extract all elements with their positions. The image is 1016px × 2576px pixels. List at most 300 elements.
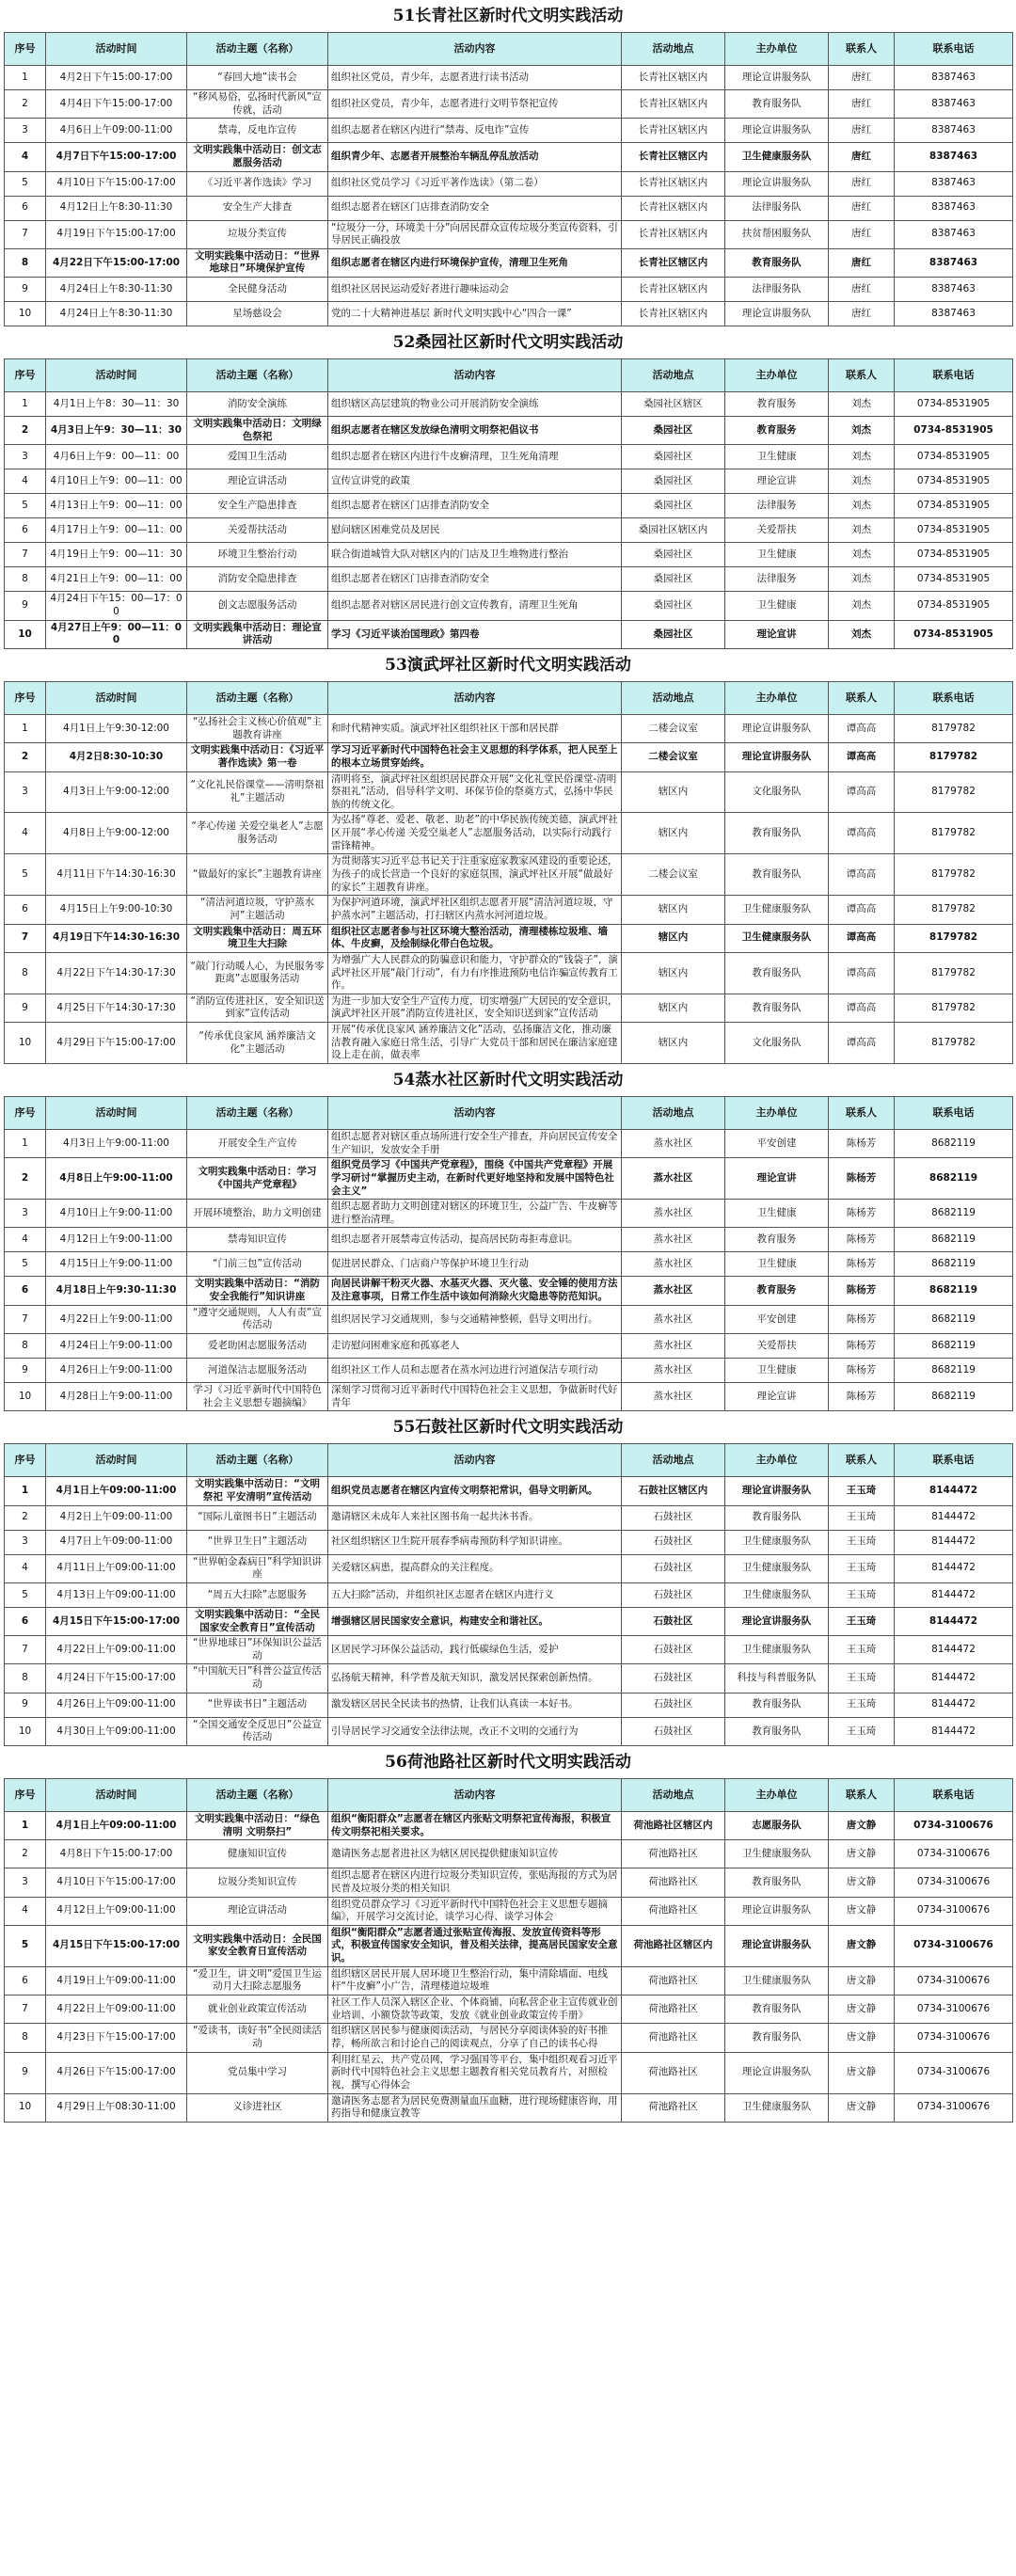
column-header: 活动内容 xyxy=(328,1444,622,1477)
cell-time: 4月4日下午15:00-17:00 xyxy=(46,90,187,119)
cell-time: 4月29日下午15:00-17:00 xyxy=(46,1023,187,1064)
cell-contact: 唐红 xyxy=(829,90,895,119)
cell-content: 组织社区党员，青少年，志愿者进行文明节祭祀宣传 xyxy=(328,90,622,119)
column-header: 活动内容 xyxy=(328,1096,622,1129)
cell-place: 荷池路社区 xyxy=(622,1840,725,1868)
cell-place: 辖区内 xyxy=(622,994,725,1022)
cell-place: 桑园社区 xyxy=(622,417,725,445)
cell-contact: 刘杰 xyxy=(829,518,895,543)
table-row xyxy=(5,2093,1013,2122)
cell-phone: 8682119 xyxy=(895,1129,1013,1157)
cell-time: 4月17日上午9：00—11：00 xyxy=(46,518,187,543)
cell-no: 5 xyxy=(5,1582,46,1607)
cell-place: 长青社区辖区内 xyxy=(622,302,725,326)
cell-org: 理论宣讲服务队 xyxy=(725,714,829,742)
cell-place: 石鼓社区 xyxy=(622,1582,725,1607)
cell-contact: 陈杨芳 xyxy=(829,1359,895,1383)
cell-phone: 8144472 xyxy=(895,1477,1013,1505)
cell-no: 1 xyxy=(5,66,46,90)
cell-contact: 陈杨芳 xyxy=(829,1305,895,1333)
table-row xyxy=(5,518,1013,543)
cell-time: 4月26日上午9:00-11:00 xyxy=(46,1359,187,1383)
column-header: 活动主题（名称） xyxy=(187,1444,328,1477)
column-header: 主办单位 xyxy=(725,359,829,392)
table-row xyxy=(5,1334,1013,1359)
cell-no: 3 xyxy=(5,1868,46,1897)
column-header: 活动主题（名称） xyxy=(187,681,328,714)
cell-time: 4月24日上午8:30-11:30 xyxy=(46,278,187,302)
cell-content: 清明将至，演武坪社区组织居民群众开展“文化礼堂民俗课堂-清明祭祖礼”活动，倡导科学文明、环保节俭的祭奠方式，弘扬中华民族的传统文化。 xyxy=(328,771,622,813)
table-row xyxy=(5,171,1013,196)
cell-no: 9 xyxy=(5,592,46,620)
cell-phone: 0734-8531905 xyxy=(895,494,1013,518)
cell-theme: 《习近平著作选读》学习 xyxy=(187,171,328,196)
column-header: 活动时间 xyxy=(46,1779,187,1812)
cell-contact: 唐文静 xyxy=(829,1840,895,1868)
cell-content: 邀请医务志愿者为居民免费测量血压血糖，进行现场健康咨询，用药指导和健康宣教等 xyxy=(328,2093,622,2122)
column-header: 序号 xyxy=(5,33,46,66)
cell-place: 石鼓社区 xyxy=(622,1505,725,1530)
table-row xyxy=(5,2052,1013,2093)
cell-no: 9 xyxy=(5,278,46,302)
cell-phone: 8179782 xyxy=(895,714,1013,742)
table-row xyxy=(5,90,1013,119)
cell-theme: 文明实践集中活动日：学习《中国共产党章程》 xyxy=(187,1158,328,1200)
cell-org: 卫生健康服务队 xyxy=(725,1530,829,1554)
cell-time: 4月30日上午09:00-11:00 xyxy=(46,1717,187,1745)
cell-time: 4月10日上午9：00—11：00 xyxy=(46,469,187,494)
cell-place: 蒸水社区 xyxy=(622,1334,725,1359)
cell-no: 4 xyxy=(5,1897,46,1925)
table-row xyxy=(5,1925,1013,1966)
column-header: 主办单位 xyxy=(725,1096,829,1129)
cell-place: 长青社区辖区内 xyxy=(622,90,725,119)
cell-contact: 陈杨芳 xyxy=(829,1158,895,1200)
cell-content: 组织志愿者在辖区门店排查消防安全 xyxy=(328,567,622,592)
cell-org: 志愿服务队 xyxy=(725,1812,829,1840)
cell-phone: 0734-8531905 xyxy=(895,620,1013,648)
cell-content: 引导居民学习交通安全法律法规，改正不文明的交通行为 xyxy=(328,1717,622,1745)
cell-content: 组织居民学习交通规则，参与交通精神整顿，倡导文明出行。 xyxy=(328,1305,622,1333)
table-row xyxy=(5,196,1013,220)
cell-org: 关爱帮扶 xyxy=(725,518,829,543)
table-header-row xyxy=(5,681,1013,714)
cell-phone: 8682119 xyxy=(895,1252,1013,1277)
cell-no: 6 xyxy=(5,1966,46,1995)
cell-contact: 王玉琦 xyxy=(829,1693,895,1717)
cell-content: 组织社区居民运动爱好者进行趣味运动会 xyxy=(328,278,622,302)
column-header: 主办单位 xyxy=(725,1779,829,1812)
cell-theme: 禁毒，反电诈宣传 xyxy=(187,119,328,143)
cell-contact: 陈杨芳 xyxy=(829,1129,895,1157)
table-row xyxy=(5,392,1013,417)
cell-no: 6 xyxy=(5,1277,46,1305)
cell-content: 为弘扬“尊老、爱老、敬老、助老”的中华民族传统美德，演武坪社区开展“孝心传递 关爱空巢老人”志愿服务活动，以实际行动践行雷锋精神。 xyxy=(328,813,622,854)
table-row xyxy=(5,1636,1013,1664)
cell-contact: 王玉琦 xyxy=(829,1664,895,1693)
cell-content: 组织志愿者对辖区重点场所进行安全生产排查，并向居民宣传安全生产知识，发放安全手册 xyxy=(328,1129,622,1157)
activity-table xyxy=(4,1778,1013,2123)
cell-time: 4月6日上午9：00—11：00 xyxy=(46,445,187,469)
table-row xyxy=(5,1252,1013,1277)
cell-time: 4月3日上午9:00-12:00 xyxy=(46,771,187,813)
cell-no: 10 xyxy=(5,2093,46,2122)
section-title: 53演武坪社区新时代文明实践活动 xyxy=(385,655,631,675)
cell-no: 1 xyxy=(5,1477,46,1505)
column-header: 联系人 xyxy=(829,1779,895,1812)
cell-time: 4月8日上午9:00-12:00 xyxy=(46,813,187,854)
cell-phone: 8179782 xyxy=(895,1023,1013,1064)
cell-contact: 谭高高 xyxy=(829,952,895,994)
cell-org: 法律服务 xyxy=(725,494,829,518)
cell-time: 4月23日下午15:00-17:00 xyxy=(46,2024,187,2052)
cell-place: 荷池路社区 xyxy=(622,2093,725,2122)
cell-contact: 唐红 xyxy=(829,248,895,277)
cell-theme: 垃圾分类宣传 xyxy=(187,220,328,248)
cell-place: 石鼓社区 xyxy=(622,1717,725,1745)
column-header: 活动内容 xyxy=(328,681,622,714)
cell-phone: 0734-8531905 xyxy=(895,392,1013,417)
cell-org: 关爱帮扶 xyxy=(725,1334,829,1359)
table-row xyxy=(5,1897,1013,1925)
cell-content: 向居民讲解干粉灭火器、水基灭火器、灭火毯、安全锤的使用方法及注意事项，日常工作生活中该如何消除火灾隐患等防范知识。 xyxy=(328,1277,622,1305)
cell-theme: “文化礼民俗课堂——清明祭祖礼”主题活动 xyxy=(187,771,328,813)
cell-theme: “中国航天日”科普公益宣传活动 xyxy=(187,1664,328,1693)
table-row xyxy=(5,1717,1013,1745)
table-row xyxy=(5,1966,1013,1995)
column-header: 活动内容 xyxy=(328,359,622,392)
table-row xyxy=(5,1477,1013,1505)
cell-contact: 王玉琦 xyxy=(829,1477,895,1505)
cell-phone: 8682119 xyxy=(895,1334,1013,1359)
cell-content: 慰问辖区困难党员及居民 xyxy=(328,518,622,543)
table-row xyxy=(5,743,1013,771)
cell-phone: 8144472 xyxy=(895,1664,1013,1693)
column-header: 活动地点 xyxy=(622,1096,725,1129)
cell-place: 辖区内 xyxy=(622,1023,725,1064)
cell-no: 8 xyxy=(5,567,46,592)
cell-org: 教育服务队 xyxy=(725,854,829,896)
cell-place: 石鼓社区 xyxy=(622,1664,725,1693)
cell-theme: 星场慈设会 xyxy=(187,302,328,326)
cell-contact: 陈杨芳 xyxy=(829,1228,895,1252)
cell-phone: 8682119 xyxy=(895,1305,1013,1333)
column-header: 活动地点 xyxy=(622,1444,725,1477)
cell-place: 荷池路社区辖区内 xyxy=(622,1925,725,1966)
cell-contact: 谭高高 xyxy=(829,813,895,854)
column-header: 活动地点 xyxy=(622,33,725,66)
cell-no: 2 xyxy=(5,90,46,119)
cell-org: 教育服务队 xyxy=(725,994,829,1022)
cell-content: 组织社区党员学习《习近平著作选读》（第二卷） xyxy=(328,171,622,196)
cell-time: 4月2日上午09:00-11:00 xyxy=(46,1505,187,1530)
cell-phone: 0734-3100676 xyxy=(895,2024,1013,2052)
table-row xyxy=(5,1530,1013,1554)
cell-phone: 8144472 xyxy=(895,1693,1013,1717)
cell-theme: 学习《习近平新时代中国特色社会主义思想专题摘编》 xyxy=(187,1383,328,1411)
cell-content: 社区组织辖区卫生院开展春季病毒预防科学知识讲座。 xyxy=(328,1530,622,1554)
cell-content: 弘扬航天精神，科学普及航天知识，激发居民探索创新热情。 xyxy=(328,1664,622,1693)
table-row xyxy=(5,771,1013,813)
table-header-row xyxy=(5,33,1013,66)
cell-phone: 8682119 xyxy=(895,1359,1013,1383)
cell-phone: 0734-3100676 xyxy=(895,1840,1013,1868)
cell-theme: 文明实践集中活动日：“文明祭祀 平安清明”宣传活动 xyxy=(187,1477,328,1505)
cell-time: 4月10日下午15:00-17:00 xyxy=(46,171,187,196)
cell-theme: 全民健身活动 xyxy=(187,278,328,302)
cell-contact: 王玉琦 xyxy=(829,1582,895,1607)
cell-theme: 文明实践集中活动日：“全民国家安全教育日”宣传活动 xyxy=(187,1607,328,1635)
cell-content: 组织志愿者在辖区门店排查消防安全 xyxy=(328,494,622,518)
cell-theme: “周五大扫除”志愿服务 xyxy=(187,1582,328,1607)
cell-org: 教育服务 xyxy=(725,392,829,417)
activity-table xyxy=(4,32,1013,326)
cell-contact: 王玉琦 xyxy=(829,1554,895,1582)
cell-phone: 8179782 xyxy=(895,896,1013,924)
cell-phone: 0734-8531905 xyxy=(895,592,1013,620)
table-row xyxy=(5,494,1013,518)
cell-content: 为贯彻落实习近平总书记关于注重家庭家教家风建设的重要论述，为孩子的成长营造一个良好的家庭氛围，演武坪社区开展“做最好的家长”主题教育讲座。 xyxy=(328,854,622,896)
cell-content: 学习《习近平谈治国理政》第四卷 xyxy=(328,620,622,648)
table-row xyxy=(5,1996,1013,2024)
cell-org: 卫生健康服务队 xyxy=(725,924,829,952)
cell-no: 10 xyxy=(5,1383,46,1411)
cell-no: 9 xyxy=(5,1693,46,1717)
cell-time: 4月3日上午9:00-11:00 xyxy=(46,1129,187,1157)
cell-time: 4月7日上午09:00-11:00 xyxy=(46,1530,187,1554)
cell-place: 长青社区辖区内 xyxy=(622,171,725,196)
column-header: 活动主题（名称） xyxy=(187,33,328,66)
column-header: 序号 xyxy=(5,1444,46,1477)
cell-org: 教育服务队 xyxy=(725,1717,829,1745)
cell-content: 组织社区志愿者参与社区环境大整治活动，清理楼栋垃圾堆、墙体、牛皮癣，及绘制绿化带白色垃圾。 xyxy=(328,924,622,952)
column-header: 活动内容 xyxy=(328,1779,622,1812)
cell-contact: 刘杰 xyxy=(829,567,895,592)
cell-phone: 0734-3100676 xyxy=(895,1868,1013,1897)
cell-place: 蒸水社区 xyxy=(622,1277,725,1305)
cell-org: 卫生健康 xyxy=(725,1359,829,1383)
cell-time: 4月29日上午08:30-11:00 xyxy=(46,2093,187,2122)
cell-content: 为保护河道环境，演武坪社区组织志愿者开展“清洁河道垃圾，守护蒸水河”主题活动，打扫辖区内蒸水河河道垃圾。 xyxy=(328,896,622,924)
cell-org: 理论宣讲 xyxy=(725,620,829,648)
cell-time: 4月2日下午15:00-17:00 xyxy=(46,66,187,90)
cell-org: 卫生健康服务队 xyxy=(725,2093,829,2122)
cell-time: 4月8日上午9:00-11:00 xyxy=(46,1158,187,1200)
table-row xyxy=(5,924,1013,952)
cell-phone: 8387463 xyxy=(895,66,1013,90)
cell-place: 荷池路社区 xyxy=(622,1897,725,1925)
cell-place: 桑园社区 xyxy=(622,445,725,469)
cell-no: 10 xyxy=(5,302,46,326)
activity-table xyxy=(4,681,1013,1064)
column-header: 活动内容 xyxy=(328,33,622,66)
table-row xyxy=(5,1359,1013,1383)
cell-no: 1 xyxy=(5,392,46,417)
cell-org: 卫生健康服务队 xyxy=(725,1966,829,1995)
cell-place: 荷池路社区 xyxy=(622,1966,725,1995)
cell-org: 平安创建 xyxy=(725,1305,829,1333)
cell-time: 4月24日下午15：00—17：00 xyxy=(46,592,187,620)
cell-time: 4月8日下午15:00-17:00 xyxy=(46,1840,187,1868)
cell-content: 组织志愿者在辖区内进行“禁毒、反电诈”宣传 xyxy=(328,119,622,143)
cell-contact: 谭高高 xyxy=(829,924,895,952)
cell-theme: 文明实践集中活动日：全民国家安全教育日宣传活动 xyxy=(187,1925,328,1966)
table-row xyxy=(5,1607,1013,1635)
cell-theme: 理论宣讲活动 xyxy=(187,469,328,494)
cell-no: 7 xyxy=(5,1305,46,1333)
cell-theme: “世界帕金森病日”科学知识讲座 xyxy=(187,1554,328,1582)
table-row xyxy=(5,714,1013,742)
cell-content: 组织志愿者在辖区内进行环境保护宣传，清理卫生死角 xyxy=(328,248,622,277)
cell-time: 4月22日下午14:30-17:30 xyxy=(46,952,187,994)
cell-place: 桑园社区 xyxy=(622,469,725,494)
cell-phone: 8179782 xyxy=(895,813,1013,854)
cell-org: 卫生健康服务队 xyxy=(725,143,829,171)
cell-place: 蒸水社区 xyxy=(622,1158,725,1200)
cell-contact: 刘杰 xyxy=(829,543,895,567)
cell-phone: 0734-3100676 xyxy=(895,1897,1013,1925)
cell-time: 4月13日上午9：00—11：00 xyxy=(46,494,187,518)
cell-time: 4月15日下午15:00-17:00 xyxy=(46,1607,187,1635)
cell-place: 蒸水社区 xyxy=(622,1383,725,1411)
cell-phone: 8144472 xyxy=(895,1530,1013,1554)
cell-org: 教育服务队 xyxy=(725,1868,829,1897)
cell-phone: 8387463 xyxy=(895,90,1013,119)
column-header: 活动地点 xyxy=(622,1779,725,1812)
cell-phone: 8682119 xyxy=(895,1277,1013,1305)
cell-content: 组织“衡阳群众”志愿者在辖区内张贴文明祭祀宣传海报，积极宣传文明祭祀相关要求。 xyxy=(328,1812,622,1840)
cell-contact: 唐文静 xyxy=(829,1996,895,2024)
cell-theme: “敲门行动暖人心，为民服务零距离”志愿服务活动 xyxy=(187,952,328,994)
cell-time: 4月11日上午09:00-11:00 xyxy=(46,1554,187,1582)
community-section xyxy=(0,1746,1016,2123)
cell-contact: 唐红 xyxy=(829,196,895,220)
cell-theme: 文明实践集中活动日：创文志愿服务活动 xyxy=(187,143,328,171)
table-row xyxy=(5,143,1013,171)
cell-contact: 唐红 xyxy=(829,143,895,171)
table-row xyxy=(5,2024,1013,2052)
table-row xyxy=(5,1664,1013,1693)
cell-theme: 垃圾分类知识宣传 xyxy=(187,1868,328,1897)
cell-org: 理论宣讲服务队 xyxy=(725,302,829,326)
cell-theme: 文明实践集中活动日：理论宣讲活动 xyxy=(187,620,328,648)
cell-contact: 刘杰 xyxy=(829,494,895,518)
cell-time: 4月15日下午15:00-17:00 xyxy=(46,1925,187,1966)
section-title: 55石鼓社区新时代文明实践活动 xyxy=(392,1418,624,1438)
cell-content: 联合街道城管大队对辖区内的门店及卫生堆物进行整治 xyxy=(328,543,622,567)
cell-no: 5 xyxy=(5,854,46,896)
cell-contact: 陈杨芳 xyxy=(829,1277,895,1305)
cell-org: 教育服务队 xyxy=(725,2024,829,2052)
cell-content: 组织志愿者助力文明创建对辖区的环境卫生，公益广告、牛皮癣等进行整治清理。 xyxy=(328,1200,622,1228)
cell-place: 蒸水社区 xyxy=(622,1252,725,1277)
community-section xyxy=(0,326,1016,649)
column-header: 序号 xyxy=(5,681,46,714)
table-row xyxy=(5,1582,1013,1607)
section-title: 56荷池路社区新时代文明实践活动 xyxy=(385,1753,631,1772)
column-header: 联系人 xyxy=(829,681,895,714)
cell-time: 4月19日上午9：00—11：30 xyxy=(46,543,187,567)
cell-theme: 文明实践集中活动日：“绿色清明 文明祭扫” xyxy=(187,1812,328,1840)
cell-phone: 0734-8531905 xyxy=(895,417,1013,445)
cell-phone: 8144472 xyxy=(895,1554,1013,1582)
cell-contact: 谭高高 xyxy=(829,714,895,742)
cell-content: 组织社区工作人员和志愿者在蒸水河边进行河道保洁专项行动 xyxy=(328,1359,622,1383)
cell-place: 荷池路社区辖区内 xyxy=(622,1812,725,1840)
cell-org: 理论宣讲服务队 xyxy=(725,743,829,771)
cell-no: 6 xyxy=(5,518,46,543)
cell-content: 学习习近平新时代中国特色社会主义思想的科学体系，把人民至上的根本立场贯穿始终。 xyxy=(328,743,622,771)
cell-contact: 王玉琦 xyxy=(829,1505,895,1530)
cell-no: 2 xyxy=(5,1158,46,1200)
cell-theme: 爱老助困志愿服务活动 xyxy=(187,1334,328,1359)
cell-contact: 唐红 xyxy=(829,220,895,248)
cell-contact: 唐文静 xyxy=(829,1966,895,1995)
cell-contact: 唐文静 xyxy=(829,1868,895,1897)
cell-content: 开展“传承优良家风 涵养廉洁文化”活动，弘扬廉洁文化，推动廉洁教育融入家庭日常生活，引导广大党员干部和居民在廉洁家庭建设上走在前，做表率 xyxy=(328,1023,622,1064)
table-row xyxy=(5,994,1013,1022)
cell-contact: 唐文静 xyxy=(829,2024,895,2052)
cell-place: 辖区内 xyxy=(622,771,725,813)
cell-theme: “国际儿童图书日”主题活动 xyxy=(187,1505,328,1530)
column-header: 活动时间 xyxy=(46,359,187,392)
cell-no: 8 xyxy=(5,2024,46,2052)
cell-phone: 8144472 xyxy=(895,1582,1013,1607)
cell-place: 荷池路社区 xyxy=(622,2024,725,2052)
cell-org: 教育服务队 xyxy=(725,1996,829,2024)
cell-phone: 8387463 xyxy=(895,302,1013,326)
cell-place: 荷池路社区 xyxy=(622,2052,725,2093)
cell-contact: 唐文静 xyxy=(829,1812,895,1840)
cell-place: 辖区内 xyxy=(622,896,725,924)
table-row xyxy=(5,1383,1013,1411)
cell-no: 10 xyxy=(5,620,46,648)
cell-phone: 0734-8531905 xyxy=(895,518,1013,543)
cell-org: 卫生健康 xyxy=(725,445,829,469)
column-header: 主办单位 xyxy=(725,681,829,714)
table-row xyxy=(5,854,1013,896)
cell-place: 桑园社区 xyxy=(622,620,725,648)
cell-org: 卫生健康 xyxy=(725,543,829,567)
cell-content: 为增强广大人民群众的防骗意识和能力，守护群众的“钱袋子”，演武坪社区开展“敲门行动”，有力有序推进预防电信诈骗宣传教育工作。 xyxy=(328,952,622,994)
cell-phone: 8387463 xyxy=(895,248,1013,277)
cell-place: 长青社区辖区内 xyxy=(622,119,725,143)
cell-theme: 创文志愿服务活动 xyxy=(187,592,328,620)
cell-content: 邀请辖区未成年人来社区图书角一起共沐书香。 xyxy=(328,1505,622,1530)
column-header: 联系电话 xyxy=(895,33,1013,66)
cell-theme: 开展环境整治，助力文明创建 xyxy=(187,1200,328,1228)
cell-phone: 8682119 xyxy=(895,1200,1013,1228)
cell-theme: 关爱帮扶活动 xyxy=(187,518,328,543)
cell-content: 激发辖区居民全民读书的热情，让我们认真读一本好书。 xyxy=(328,1693,622,1717)
cell-place: 桑园社区 xyxy=(622,567,725,592)
cell-content: 组织志愿者在辖区发放绿色清明文明祭祀倡议书 xyxy=(328,417,622,445)
cell-content: 组织辖区居民参与健康阅读活动，与居民分享阅读体验的好书推荐，畅所欲言和讨论自己的阅读观点，分享了自己的读书心得 xyxy=(328,2024,622,2052)
cell-org: 理论宣讲服务队 xyxy=(725,66,829,90)
cell-content: 组织志愿者在辖区内进行垃圾分类知识宣传，张贴海报的方式为居民普及垃圾分类的相关知识 xyxy=(328,1868,622,1897)
cell-content: 增强辖区居民国家安全意识，构建安全和谐社区。 xyxy=(328,1607,622,1635)
cell-phone: 0734-8531905 xyxy=(895,543,1013,567)
cell-place: 长青社区辖区内 xyxy=(622,220,725,248)
cell-content: 走访慰问困难家庭和孤寡老人 xyxy=(328,1334,622,1359)
cell-place: 长青社区辖区内 xyxy=(622,248,725,277)
cell-org: 理论宣讲服务队 xyxy=(725,119,829,143)
cell-time: 4月19日上午09:00-11:00 xyxy=(46,1966,187,1995)
cell-time: 4月26日下午15:00-17:00 xyxy=(46,2052,187,2093)
column-header: 活动时间 xyxy=(46,1096,187,1129)
cell-place: 辖区内 xyxy=(622,924,725,952)
cell-org: 教育服务队 xyxy=(725,90,829,119)
